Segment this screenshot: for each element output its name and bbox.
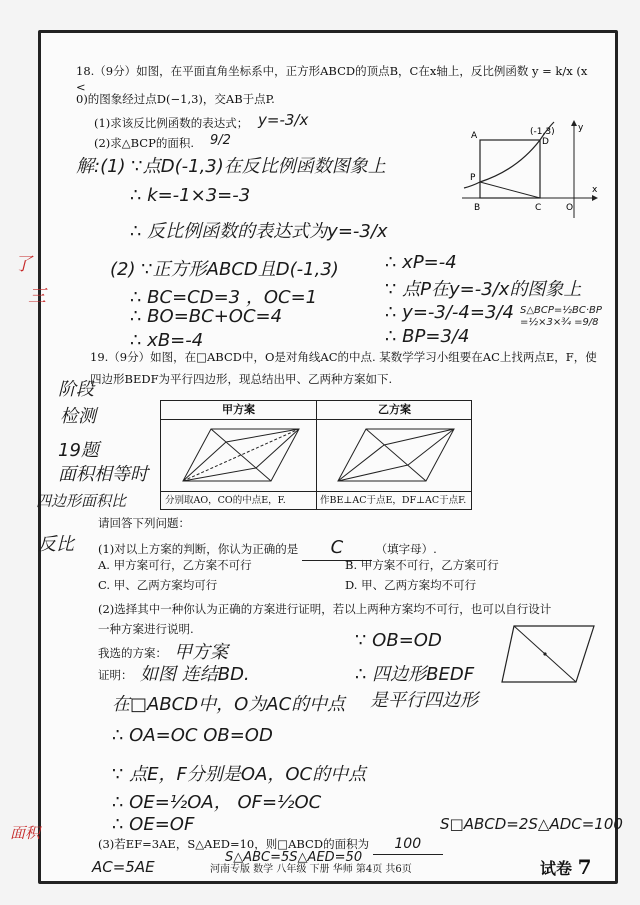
graph-label-B: B — [474, 203, 481, 213]
q19-proof-4: ∴ OE=½OA， OF=½OC — [112, 792, 322, 813]
graph-label-P: P — [470, 173, 476, 183]
q19-chosen-hand: 甲方案 — [174, 642, 228, 663]
plan-col2-title: 乙方案 — [316, 401, 472, 420]
q19-p3-answer: 100 — [373, 835, 443, 855]
graph-label-D: D — [542, 137, 549, 147]
q19-proof-3: ∵ 点E，F分别是OA，OC的中点 — [112, 764, 367, 785]
q18-part2: (2)求△BCP的面积. — [94, 136, 194, 150]
q19-p3-text: (3)若EF=3AE，S△AED=10，则□ABCD的面积为 — [98, 837, 370, 851]
plan-col1-title: 甲方案 — [161, 401, 316, 420]
q18-hand-line-1: ∴ k=-1×3=-3 — [130, 185, 251, 206]
q19-proof-2: ∴ OA=OC OB=OD — [112, 725, 273, 746]
q19-proof-right-0: ∵ OB=OD — [355, 630, 442, 651]
margin-red-1: 了 — [14, 254, 32, 275]
q19-option-a: A. 甲方案可行，乙方案不可行 — [98, 558, 252, 572]
q19-proof-label: 证明： — [98, 668, 133, 682]
q19-figure — [500, 620, 600, 690]
q18-hand-right-0: ∴ xP=-4 — [385, 252, 457, 273]
q18-hand-line-5: ∴ BO=BC+OC=4 — [130, 306, 283, 327]
q18-hand-area: S△BCP=½BC·BP =½×3×¾ =9/8 — [520, 305, 602, 328]
q19-header-2: 四边形BEDF为平行四边形，现总结出甲、乙两种方案如下. — [90, 372, 393, 386]
q19-p1-tail: （填字母）. — [375, 542, 437, 556]
margin-red-2: 三 — [28, 286, 46, 307]
q19-proof-5: ∴ OE=OF — [112, 814, 195, 835]
q18-header-2: 0)的图象经过点D(−1,3)，交AB于点P. — [76, 92, 275, 106]
plan-col2-foot: 作BE⊥AC于点E，DF⊥AC于点F. — [316, 491, 471, 509]
q18-part1: (1)求该反比例函数的表达式； — [94, 116, 249, 130]
margin-note-3: 19题 — [58, 440, 99, 461]
plan-col1-foot: 分别取AO，CO的中点E，F. — [161, 491, 316, 509]
q19-prompt: 请回答下列问题： — [98, 516, 190, 530]
score-label: 试卷 — [540, 859, 573, 878]
margin-note-1: 阶段 — [58, 379, 94, 400]
plan-table — [160, 400, 472, 510]
q18-hand-line-3: (2) ∵正方形ABCD且D(-1,3) — [110, 259, 339, 280]
q18-hand-line-0: 解:(1) ∵点D(-1,3)在反比例函数图象上 — [76, 156, 386, 177]
q19-p3-hand-bottom2: S△ABC=5S△AED=50 — [225, 850, 363, 865]
q18-hand-right-1: ∵ 点P在y=-3/x的图象上 — [385, 279, 582, 300]
q18-hand-line-2: ∴ 反比例函数的表达式为y=-3/x — [130, 221, 388, 242]
q19-proof-right-2: 是平行四边形 — [370, 690, 478, 711]
margin-note-5: 四边形面积比 — [36, 492, 127, 510]
score-num: 7 — [577, 855, 592, 879]
margin-note-6: 反比 — [38, 534, 74, 555]
q19-option-c: C. 甲、乙两方案均可行 — [98, 578, 218, 592]
score-badge — [540, 855, 592, 879]
graph-label-O: O — [566, 203, 574, 213]
q18-header: 18.（9分）如图，在平面直角坐标系中，正方形ABCD的顶点B，C在x轴上，反比例函数 y = k/x (x < — [76, 64, 588, 94]
graph-label-y: y — [578, 123, 584, 133]
q18-hand-right-3: ∴ BP=3/4 — [385, 326, 470, 347]
q18-hand-right-2: ∴ y=-3/-4=3/4 — [385, 302, 514, 323]
margin-red-3: 面积 — [10, 824, 41, 842]
q18-hand-line-6: ∴ xB=-4 — [130, 330, 204, 351]
q19-p3-hand-bottom1: AC=5AE — [92, 858, 155, 876]
margin-note-2: 检测 — [60, 406, 96, 427]
q19-chosen-label: 我选的方案： — [98, 646, 167, 660]
q19-proof-0: 如图 连结BD. — [140, 664, 250, 685]
q18-hand-answer2: 9/2 — [210, 133, 231, 148]
q18-hand-answer1: y=-3/x — [258, 111, 309, 129]
q19-option-d: D. 甲、乙两方案均不可行 — [345, 578, 477, 592]
q19-p3-hand-right: S□ABCD=2S△ADC=100 — [440, 815, 623, 833]
q19-option-b: B. 甲方案不可行，乙方案可行 — [345, 558, 499, 572]
q19-proof-right-1: ∴ 四边形BEDF — [355, 664, 475, 685]
q19-p2b: 一种方案进行说明. — [98, 622, 194, 636]
q19-p1-text: (1)对以上方案的判断，你认为正确的是 — [98, 542, 299, 556]
graph-label-A: A — [471, 131, 478, 141]
q19-proof-1: 在□ABCD中，O为AC的中点 — [112, 694, 346, 715]
margin-note-4: 面积相等时 — [58, 464, 148, 485]
q19-p2: (2)选择其中一种你认为正确的方案进行证明，若以上两种方案均不可行，也可以自行设计 — [98, 602, 552, 616]
graph-label-C: C — [535, 203, 542, 213]
q19-header: 19.（9分）如图，在□ABCD中，O是对角线AC的中点. 某数学学习小组要在AC上找两点E，F，使 — [90, 350, 597, 364]
q18-graph — [462, 120, 602, 220]
plan-a-figure — [181, 423, 301, 487]
page-footer: 河南专版 数学 八年级 下册 华师 第4页 共6页 — [210, 864, 412, 875]
graph-label-x: x — [592, 185, 598, 195]
q19-p1-answer: C — [302, 536, 372, 561]
q18-hand-line-4: ∴ BC=CD=3 ，OC=1 — [130, 287, 318, 308]
plan-b-figure — [336, 423, 456, 487]
graph-label-point: (-1,3) — [530, 127, 555, 137]
